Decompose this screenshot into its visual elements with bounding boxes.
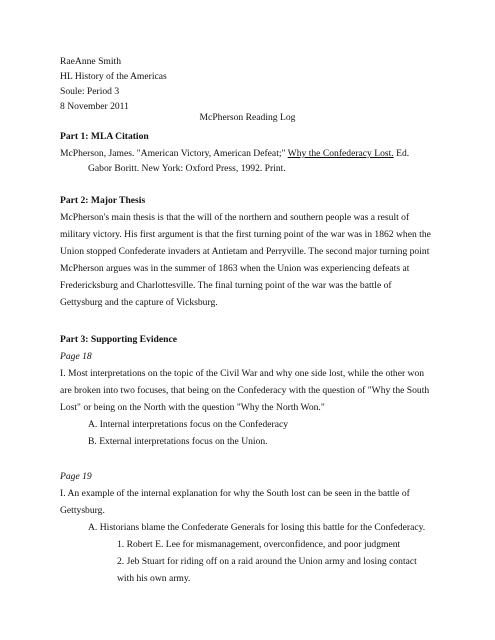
student-name: RaeAnne Smith xyxy=(60,56,122,67)
evidence-item-1: 1. Robert E. Lee for mismanagement, overconfidence, and poor judgment xyxy=(117,539,401,550)
part1-heading: Part 1: MLA Citation xyxy=(60,131,149,142)
evidence-line: Gettysburg. xyxy=(60,505,105,516)
page18-label: Page 18 xyxy=(60,351,92,362)
part2-heading: Part 2: Major Thesis xyxy=(60,195,146,206)
evidence-line: I. An example of the internal explanation for why the South lost can be seen in the battle of xyxy=(60,488,410,499)
course-name: HL History of the Americas xyxy=(60,71,167,82)
citation-book-title: Why the Confederacy Lost. xyxy=(287,148,394,159)
thesis-line: McPherson argues was in the summer of 1863 when the Union was experiencing defeats at xyxy=(60,263,410,274)
thesis-line: Union stopped Confederate invaders at Antietam and Perryville. The second major turning point xyxy=(60,246,430,257)
evidence-item-2: 2. Jeb Stuart for riding off on a raid around the Union army and losing contact xyxy=(117,556,417,567)
thesis-line: Gettysburg and the capture of Vicksburg. xyxy=(60,297,218,308)
citation-author-article: McPherson, James. "American Victory, American Defeat;" xyxy=(60,148,288,159)
thesis-line: Fredericksburg and Charlottesville. The final turning point of the war was the battle of xyxy=(60,280,392,291)
thesis-line: McPherson's main thesis is that the will of the northern and southern people was a result of xyxy=(60,212,410,223)
date: 8 November 2011 xyxy=(60,101,129,112)
evidence-subpoint-a: A. Internal interpretations focus on the Confederacy xyxy=(88,419,289,430)
citation-editor: Ed. xyxy=(393,148,410,159)
evidence-line: are broken into two focuses, that being on the Confederacy with the question of "Why the South xyxy=(60,385,430,396)
teacher-period: Soule: Period 3 xyxy=(60,86,120,97)
thesis-line: military victory. His first argument is that the first turning point of the war was in 1862 when the xyxy=(60,229,431,240)
document-title: McPherson Reading Log xyxy=(199,112,296,123)
citation-line-2: Gabor Boritt. New York: Oxford Press, 1992. Print. xyxy=(88,163,286,174)
evidence-item-2-continued: with his own army. xyxy=(117,573,191,584)
citation-line-1 xyxy=(60,148,409,160)
evidence-line: Lost" or being on the North with the question "Why the North Won." xyxy=(60,402,325,413)
page19-label: Page 19 xyxy=(60,471,92,482)
evidence-subpoint-a: A. Historians blame the Confederate Generals for losing this battle for the Confederacy. xyxy=(88,522,426,533)
part3-heading: Part 3: Supporting Evidence xyxy=(60,334,177,345)
evidence-subpoint-b: B. External interpretations focus on the Union. xyxy=(88,436,268,447)
evidence-line: I. Most interpretations on the topic of the Civil War and why one side lost, while the other won xyxy=(60,368,425,379)
